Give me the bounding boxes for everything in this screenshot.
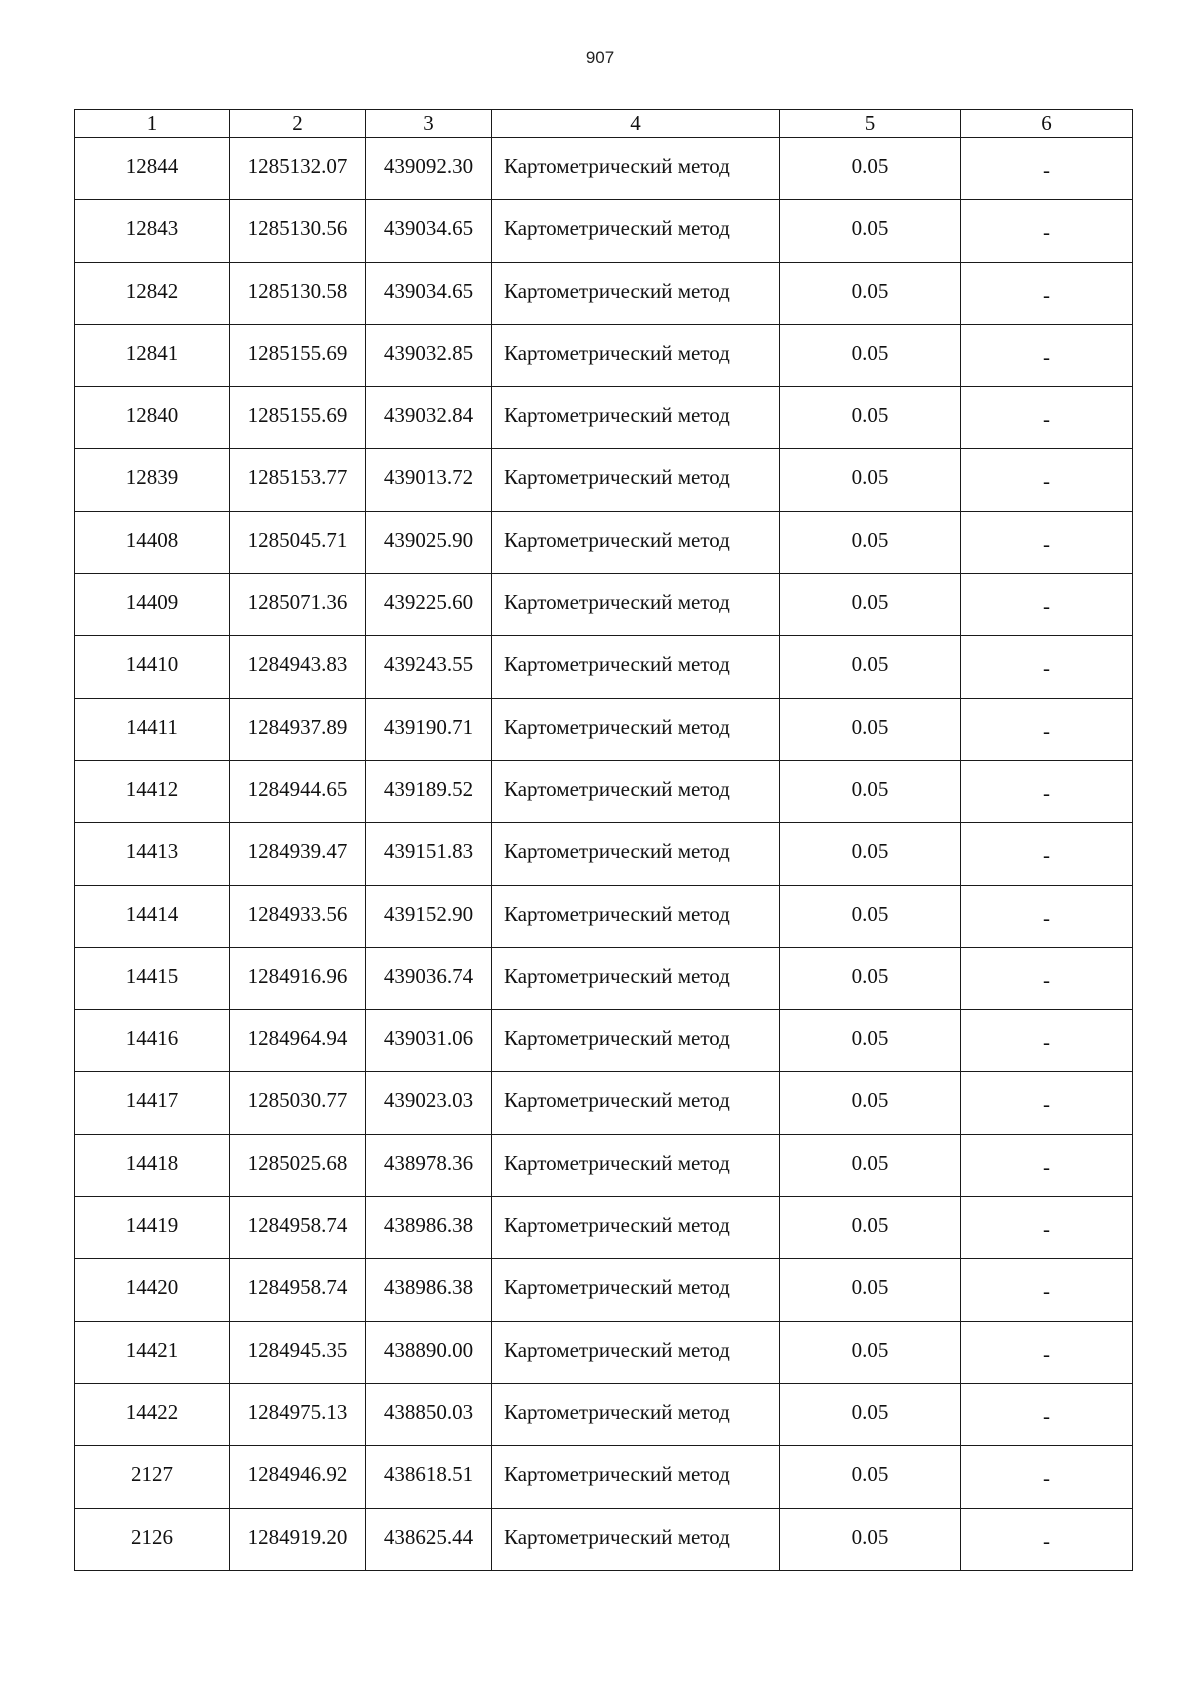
column-header: 6 <box>961 110 1133 138</box>
accuracy-cell: 0.05 <box>780 636 961 698</box>
header-row <box>75 110 1133 138</box>
table-row <box>75 1010 1133 1072</box>
method-cell: Картометрический метод <box>492 574 780 636</box>
point-number-cell: 12843 <box>75 200 230 262</box>
table-row <box>75 885 1133 947</box>
table-row <box>75 1197 1133 1259</box>
x-coordinate-cell: 1285130.58 <box>230 262 366 324</box>
x-coordinate-cell: 1284919.20 <box>230 1508 366 1570</box>
y-coordinate-cell: 438986.38 <box>366 1197 492 1259</box>
method-cell: Картометрический метод <box>492 511 780 573</box>
x-coordinate-cell: 1285132.07 <box>230 138 366 200</box>
table-row <box>75 698 1133 760</box>
column-header: 4 <box>492 110 780 138</box>
note-cell: - <box>961 947 1133 1009</box>
point-number-cell: 14418 <box>75 1134 230 1196</box>
point-number-cell: 14414 <box>75 885 230 947</box>
method-cell: Картометрический метод <box>492 200 780 262</box>
accuracy-cell: 0.05 <box>780 1383 961 1445</box>
method-cell: Картометрический метод <box>492 636 780 698</box>
accuracy-cell: 0.05 <box>780 885 961 947</box>
point-number-cell: 12840 <box>75 387 230 449</box>
note-cell: - <box>961 511 1133 573</box>
y-coordinate-cell: 439190.71 <box>366 698 492 760</box>
point-number-cell: 12841 <box>75 324 230 386</box>
table-row <box>75 1446 1133 1508</box>
method-cell: Картометрический метод <box>492 698 780 760</box>
x-coordinate-cell: 1284964.94 <box>230 1010 366 1072</box>
point-number-cell: 14411 <box>75 698 230 760</box>
table-row <box>75 760 1133 822</box>
method-cell: Картометрический метод <box>492 1508 780 1570</box>
table-row <box>75 200 1133 262</box>
accuracy-cell: 0.05 <box>780 324 961 386</box>
note-cell: - <box>961 387 1133 449</box>
method-cell: Картометрический метод <box>492 1072 780 1134</box>
x-coordinate-cell: 1285030.77 <box>230 1072 366 1134</box>
y-coordinate-cell: 439031.06 <box>366 1010 492 1072</box>
x-coordinate-cell: 1285045.71 <box>230 511 366 573</box>
x-coordinate-cell: 1284937.89 <box>230 698 366 760</box>
y-coordinate-cell: 439225.60 <box>366 574 492 636</box>
note-cell: - <box>961 636 1133 698</box>
point-number-cell: 14410 <box>75 636 230 698</box>
table-row <box>75 324 1133 386</box>
accuracy-cell: 0.05 <box>780 1134 961 1196</box>
note-cell: - <box>961 1321 1133 1383</box>
page-number: 907 <box>585 48 615 67</box>
point-number-cell: 12842 <box>75 262 230 324</box>
x-coordinate-cell: 1285025.68 <box>230 1134 366 1196</box>
note-cell: - <box>961 823 1133 885</box>
note-cell: - <box>961 1508 1133 1570</box>
method-cell: Картометрический метод <box>492 1134 780 1196</box>
y-coordinate-cell: 439032.84 <box>366 387 492 449</box>
note-cell: - <box>961 1197 1133 1259</box>
table-row <box>75 1508 1133 1570</box>
x-coordinate-cell: 1284958.74 <box>230 1197 366 1259</box>
note-cell: - <box>961 1446 1133 1508</box>
y-coordinate-cell: 438890.00 <box>366 1321 492 1383</box>
x-coordinate-cell: 1285155.69 <box>230 387 366 449</box>
accuracy-cell: 0.05 <box>780 511 961 573</box>
accuracy-cell: 0.05 <box>780 698 961 760</box>
accuracy-cell: 0.05 <box>780 1197 961 1259</box>
method-cell: Картометрический метод <box>492 387 780 449</box>
y-coordinate-cell: 439034.65 <box>366 200 492 262</box>
accuracy-cell: 0.05 <box>780 387 961 449</box>
point-number-cell: 14421 <box>75 1321 230 1383</box>
table-row <box>75 138 1133 200</box>
method-cell: Картометрический метод <box>492 1321 780 1383</box>
accuracy-cell: 0.05 <box>780 823 961 885</box>
accuracy-cell: 0.05 <box>780 947 961 1009</box>
table-row <box>75 511 1133 573</box>
accuracy-cell: 0.05 <box>780 1446 961 1508</box>
note-cell: - <box>961 1134 1133 1196</box>
y-coordinate-cell: 439243.55 <box>366 636 492 698</box>
column-header: 3 <box>366 110 492 138</box>
y-coordinate-cell: 439032.85 <box>366 324 492 386</box>
method-cell: Картометрический метод <box>492 1010 780 1072</box>
x-coordinate-cell: 1284944.65 <box>230 760 366 822</box>
accuracy-cell: 0.05 <box>780 262 961 324</box>
point-number-cell: 14416 <box>75 1010 230 1072</box>
point-number-cell: 12844 <box>75 138 230 200</box>
x-coordinate-cell: 1285153.77 <box>230 449 366 511</box>
accuracy-cell: 0.05 <box>780 574 961 636</box>
table-row <box>75 574 1133 636</box>
accuracy-cell: 0.05 <box>780 200 961 262</box>
note-cell: - <box>961 262 1133 324</box>
accuracy-cell: 0.05 <box>780 760 961 822</box>
table-row <box>75 947 1133 1009</box>
x-coordinate-cell: 1284946.92 <box>230 1446 366 1508</box>
method-cell: Картометрический метод <box>492 947 780 1009</box>
method-cell: Картометрический метод <box>492 823 780 885</box>
note-cell: - <box>961 449 1133 511</box>
method-cell: Картометрический метод <box>492 449 780 511</box>
accuracy-cell: 0.05 <box>780 1010 961 1072</box>
point-number-cell: 14419 <box>75 1197 230 1259</box>
point-number-cell: 14422 <box>75 1383 230 1445</box>
table-row <box>75 262 1133 324</box>
column-header: 2 <box>230 110 366 138</box>
y-coordinate-cell: 439151.83 <box>366 823 492 885</box>
note-cell: - <box>961 574 1133 636</box>
point-number-cell: 2126 <box>75 1508 230 1570</box>
accuracy-cell: 0.05 <box>780 1259 961 1321</box>
y-coordinate-cell: 438618.51 <box>366 1446 492 1508</box>
note-cell: - <box>961 698 1133 760</box>
y-coordinate-cell: 439092.30 <box>366 138 492 200</box>
note-cell: - <box>961 1259 1133 1321</box>
method-cell: Картометрический метод <box>492 760 780 822</box>
y-coordinate-cell: 439025.90 <box>366 511 492 573</box>
column-header: 5 <box>780 110 961 138</box>
note-cell: - <box>961 138 1133 200</box>
point-number-cell: 14415 <box>75 947 230 1009</box>
note-cell: - <box>961 760 1133 822</box>
note-cell: - <box>961 1383 1133 1445</box>
point-number-cell: 14417 <box>75 1072 230 1134</box>
y-coordinate-cell: 438986.38 <box>366 1259 492 1321</box>
point-number-cell: 14412 <box>75 760 230 822</box>
point-number-cell: 14413 <box>75 823 230 885</box>
accuracy-cell: 0.05 <box>780 1072 961 1134</box>
x-coordinate-cell: 1284916.96 <box>230 947 366 1009</box>
table-row <box>75 1072 1133 1134</box>
x-coordinate-cell: 1284939.47 <box>230 823 366 885</box>
point-number-cell: 12839 <box>75 449 230 511</box>
method-cell: Картометрический метод <box>492 1446 780 1508</box>
coordinates-table <box>74 109 1133 1571</box>
point-number-cell: 14409 <box>75 574 230 636</box>
method-cell: Картометрический метод <box>492 324 780 386</box>
x-coordinate-cell: 1285130.56 <box>230 200 366 262</box>
point-number-cell: 14420 <box>75 1259 230 1321</box>
table-row <box>75 449 1133 511</box>
x-coordinate-cell: 1284958.74 <box>230 1259 366 1321</box>
x-coordinate-cell: 1284975.13 <box>230 1383 366 1445</box>
y-coordinate-cell: 439036.74 <box>366 947 492 1009</box>
table-header <box>75 110 1133 138</box>
accuracy-cell: 0.05 <box>780 449 961 511</box>
note-cell: - <box>961 324 1133 386</box>
note-cell: - <box>961 1010 1133 1072</box>
table-row <box>75 1383 1133 1445</box>
table-row <box>75 636 1133 698</box>
table-row <box>75 823 1133 885</box>
x-coordinate-cell: 1284943.83 <box>230 636 366 698</box>
y-coordinate-cell: 439152.90 <box>366 885 492 947</box>
method-cell: Картометрический метод <box>492 1383 780 1445</box>
accuracy-cell: 0.05 <box>780 1321 961 1383</box>
y-coordinate-cell: 438625.44 <box>366 1508 492 1570</box>
table-row <box>75 387 1133 449</box>
x-coordinate-cell: 1284933.56 <box>230 885 366 947</box>
column-header: 1 <box>75 110 230 138</box>
x-coordinate-cell: 1284945.35 <box>230 1321 366 1383</box>
point-number-cell: 14408 <box>75 511 230 573</box>
table-row <box>75 1259 1133 1321</box>
y-coordinate-cell: 439013.72 <box>366 449 492 511</box>
y-coordinate-cell: 439189.52 <box>366 760 492 822</box>
table-row <box>75 1134 1133 1196</box>
table-row <box>75 1321 1133 1383</box>
method-cell: Картометрический метод <box>492 885 780 947</box>
accuracy-cell: 0.05 <box>780 1508 961 1570</box>
table-body <box>75 138 1133 1571</box>
method-cell: Картометрический метод <box>492 1197 780 1259</box>
x-coordinate-cell: 1285071.36 <box>230 574 366 636</box>
y-coordinate-cell: 439034.65 <box>366 262 492 324</box>
point-number-cell: 2127 <box>75 1446 230 1508</box>
method-cell: Картометрический метод <box>492 138 780 200</box>
note-cell: - <box>961 200 1133 262</box>
method-cell: Картометрический метод <box>492 262 780 324</box>
y-coordinate-cell: 439023.03 <box>366 1072 492 1134</box>
note-cell: - <box>961 885 1133 947</box>
method-cell: Картометрический метод <box>492 1259 780 1321</box>
note-cell: - <box>961 1072 1133 1134</box>
accuracy-cell: 0.05 <box>780 138 961 200</box>
y-coordinate-cell: 438978.36 <box>366 1134 492 1196</box>
x-coordinate-cell: 1285155.69 <box>230 324 366 386</box>
y-coordinate-cell: 438850.03 <box>366 1383 492 1445</box>
